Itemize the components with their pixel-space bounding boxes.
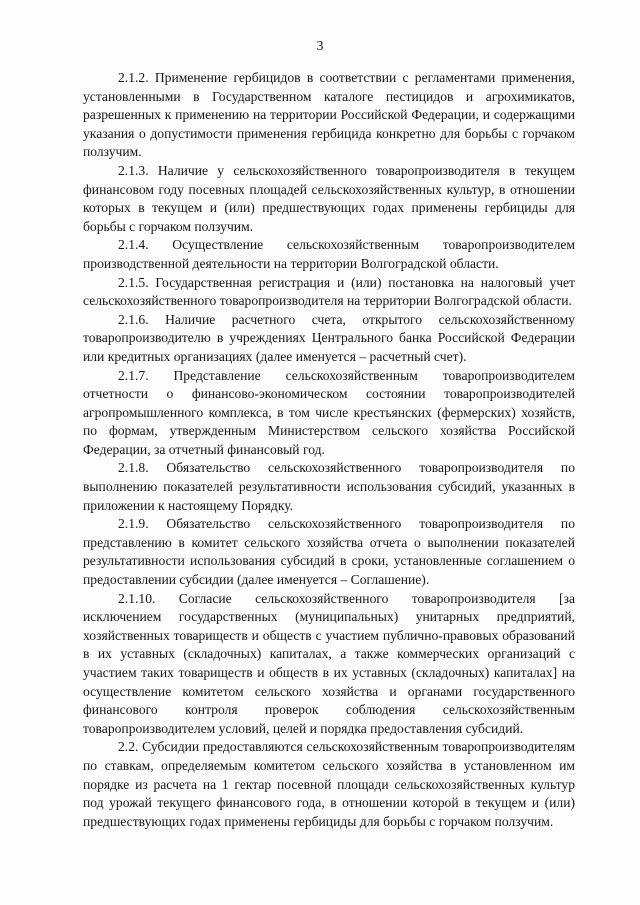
paragraph-2-1-4: 2.1.4. Осуществление сельскохозяйственным товаропроизводителем производственной деятельности на территории Волгоградской области. — [83, 237, 575, 271]
paragraph-2-1-7: 2.1.7. Представление сельскохозяйственным товаропроизводителем отчетности о финансово-экономическом состоянии товаропроизводителей агропромышленного комплекса, в том числе крестьянских (фермерских) хозяйств, по формам, утвержденным Министерством сельского хозяйства Российской Федерации, за отчетный финансовый год. — [83, 367, 575, 457]
paragraph-2-1-8: 2.1.8. Обязательство сельскохозяйственного товаропроизводителя по выполнению показателей результативности использования субсидий, указанных в приложении к настоящему Порядку. — [83, 460, 575, 513]
page-number: 3 — [316, 38, 324, 53]
paragraph-2-1-3: 2.1.3. Наличие у сельскохозяйственного товаропроизводителя в текущем финансовом году посевных площадей сельскохозяйственных культур, в отношении которых в текущем и (или) предшествующих годах применены гербициды для борьбы с горчаком ползучим. — [83, 162, 575, 234]
paragraph-2-1-6: 2.1.6. Наличие расчетного счета, открытого сельскохозяйственному товаропроизводителю в учреждениях Центрального банка Российской Федерации или кредитных организациях (далее именуется – расчетный счет). — [83, 311, 575, 364]
paragraph-2-2: 2.2. Субсидии предоставляются сельскохозяйственным товаропроизводителям по ставкам, определяемым комитетом сельского хозяйства в установленном им порядке из расчета на 1 гектар посевной площади сельскохозяйственных культур под урожай текущего финансового года, в отношении которой в текущем и (или) предшествующих годах применены гербициды для борьбы с горчаком ползучим. — [83, 739, 575, 829]
paragraph-2-1-2: 2.1.2. Применение гербицидов в соответствии с регламентами применения, установленными в Государственном каталоге пестицидов и агрохимикатов, разрешенных к применению на территории Российской Федерации, и содержащими указания о допустимости применения гербицида конкретно для борьбы с горчаком ползучим. — [83, 70, 575, 160]
paragraph-2-1-9: 2.1.9. Обязательство сельскохозяйственного товаропроизводителя по представлению в комитет сельского хозяйства отчета о выполнении показателей результативности использования субсидий в сроки, установленные соглашением о предоставлении субсидии (далее именуется – Соглашение). — [83, 516, 575, 588]
document-body — [83, 69, 575, 831]
paragraph-2-1-10: 2.1.10. Согласие сельскохозяйственного товаропроизводителя [за исключением государственных (муниципальных) унитарных предприятий, хозяйственных товариществ и обществ с участием публично-правовых образований в их уставных (складочных) капиталах, а также коммерческих организаций с участием таких товариществ и обществ в их уставных (складочных) капиталах] на осуществление комитетом сельского хозяйства и органами государственного финансового контроля проверок соблюдения сельскохозяйственным товаропроизводителем условий, целей и порядка предоставления субсидий. — [83, 590, 575, 736]
paragraph-2-1-5: 2.1.5. Государственная регистрация и (или) постановка на налоговый учет сельскохозяйственного товаропроизводителя на территории Волгоградской области. — [83, 274, 575, 309]
